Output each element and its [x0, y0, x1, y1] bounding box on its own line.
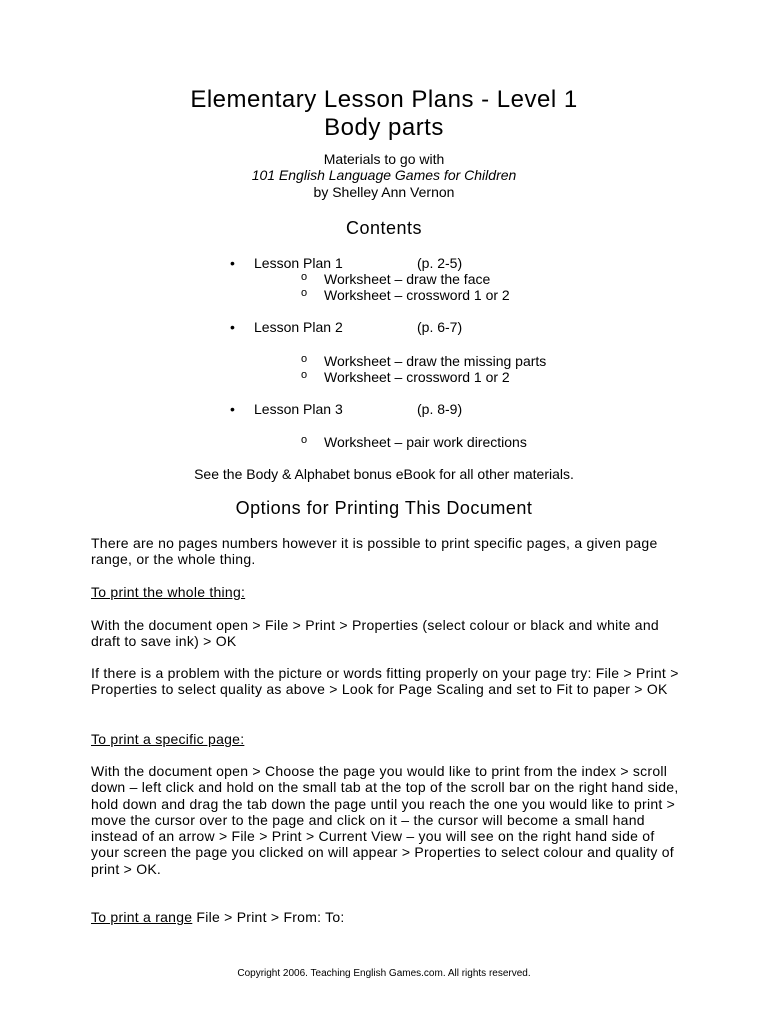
range-instructions: File > Print > From: To: [192, 909, 345, 925]
lesson-plan-label: Lesson Plan 2 [254, 319, 343, 335]
lesson-plan-label: Lesson Plan 3 [254, 401, 343, 417]
sub-bullet: o [301, 287, 308, 299]
contents-note: See the Body & Alphabet bonus eBook for all other materials. [194, 466, 574, 482]
document-title-line1: Elementary Lesson Plans - Level 1 [190, 86, 578, 113]
materials-line: Materials to go with [323, 151, 445, 167]
lesson-plan-label: Lesson Plan 1 [254, 255, 343, 271]
bullet: • [230, 401, 235, 417]
sub-bullet: o [301, 353, 308, 365]
whole-thing-step2: If there is a problem with the picture or words fitting properly on your page try: File > Print > Properties to select quality as above > Look for Page Scaling and set to Fit to paper > OK [91, 665, 679, 698]
printing-heading: Options for Printing This Document [235, 498, 533, 518]
lesson-plan-pages: (p. 6-7) [417, 319, 463, 335]
worksheet-item: Worksheet – crossword 1 or 2 [324, 287, 510, 303]
whole-thing-step1: With the document open > File > Print > Properties (select colour or black and white and draft to save ink) > OK [91, 617, 659, 650]
book-title: 101 English Language Games for Children [251, 167, 517, 183]
specific-page-heading: To print a specific page: [91, 731, 245, 747]
author-line: by Shelley Ann Vernon [313, 184, 455, 200]
range-paragraph [91, 909, 691, 925]
contents-heading: Contents [345, 218, 423, 238]
bullet: • [230, 255, 235, 271]
range-heading: To print a range [91, 909, 193, 925]
specific-page-instructions: With the document open > Choose the page you would like to print from the index > scroll down – left click and hold on the small tab at the top of the scroll bar on the right hand side, hold down and drag the tab down the page until you reach the one you would like to print > move the cursor over to the page and click on it – the cursor will become a small hand instead of an arrow > File > Print > Current View – you will see on the right hand side of your screen the page you clicked on will appear > Properties to select colour and quality of print > OK. [91, 763, 679, 877]
printing-intro: There are no pages numbers however it is possible to print specific pages, a given page range, or the whole thing. [91, 535, 658, 568]
lesson-plan-pages: (p. 2-5) [417, 255, 463, 271]
sub-bullet: o [301, 369, 308, 381]
sub-bullet: o [301, 434, 308, 446]
document-title-line2: Body parts [324, 114, 444, 141]
worksheet-item: Worksheet – draw the missing parts [324, 353, 547, 369]
whole-thing-heading: To print the whole thing: [91, 584, 246, 600]
bullet: • [230, 319, 235, 335]
copyright-footer: Copyright 2006. Teaching English Games.com. All rights reserved. [237, 968, 531, 979]
sub-bullet: o [301, 271, 308, 283]
worksheet-item: Worksheet – draw the face [324, 271, 491, 287]
worksheet-item: Worksheet – pair work directions [324, 434, 527, 450]
worksheet-item: Worksheet – crossword 1 or 2 [324, 369, 510, 385]
lesson-plan-pages: (p. 8-9) [417, 401, 463, 417]
